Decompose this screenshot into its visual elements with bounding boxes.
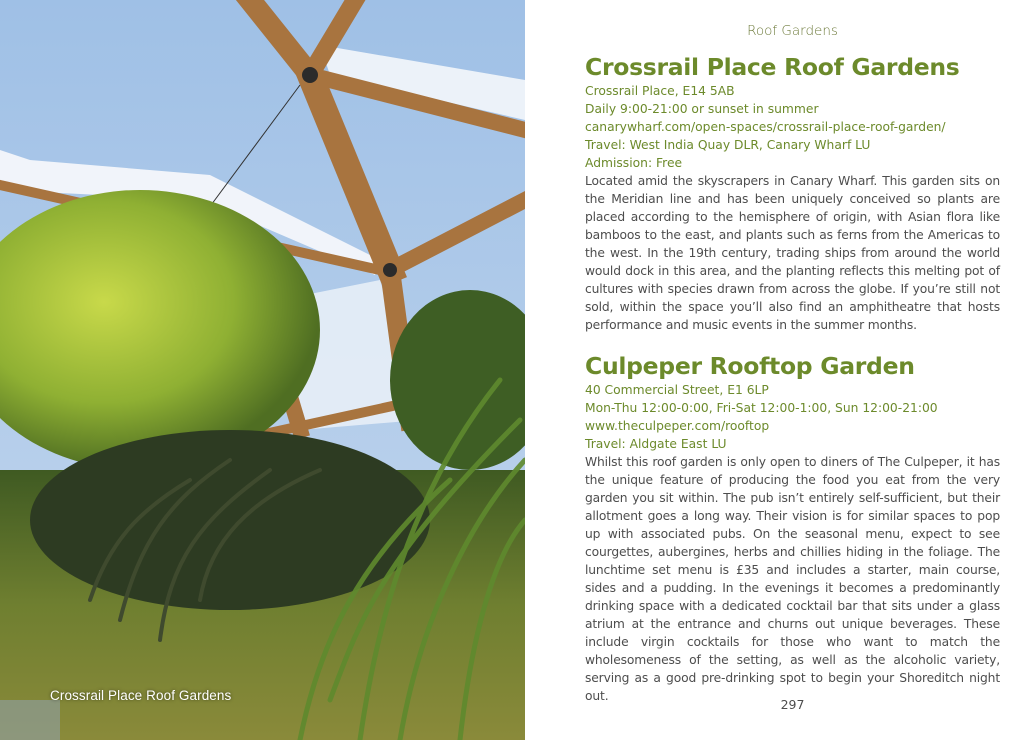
entry-culpeper [585, 351, 1000, 705]
entry-title: Culpeper Rooftop Garden [585, 352, 915, 380]
entry-address: 40 Commercial Street, E1 6LP [585, 383, 769, 397]
entry-admission: Admission: Free [585, 156, 683, 170]
entry-hours: Daily 9:00-21:00 or sunset in summer [585, 102, 819, 116]
page-number: 297 [780, 697, 805, 712]
entry-address: Crossrail Place, E14 5AB [585, 84, 735, 98]
entry-description: Located amid the skyscrapers in Canary Wharf. This garden sits on the Meridian line and has been uniquely conceived so plants are placed according to the hemisphere of origin, with Asian flora like bamboos to the east, and plants such as ferns from the Americas to the west. In the 19th century, trading ships from around the world would dock in this area, and the planting reflects this melting pot of cultures with species drawn from across the globe. If you’re still not sold, within the space you’ll also find an amphitheatre that hosts performance and music events in the summer months. [585, 174, 1000, 332]
running-head: Roof Gardens [747, 23, 838, 39]
photo-caption: Crossrail Place Roof Gardens [50, 688, 232, 703]
entry-hours: Mon-Thu 12:00-0:00, Fri-Sat 12:00-1:00, Sun 12:00-21:00 [585, 401, 938, 415]
entry-title: Crossrail Place Roof Gardens [585, 53, 960, 81]
entry-website: www.theculpeper.com/rooftop [585, 419, 770, 433]
entry-travel: Travel: West India Quay DLR, Canary Wharf LU [585, 138, 871, 152]
page-content [585, 52, 1000, 705]
entry-website: canarywharf.com/open-spaces/crossrail-place-roof-garden/ [585, 120, 946, 134]
text-page [525, 0, 1024, 740]
entry-travel: Travel: Aldgate East LU [585, 437, 727, 451]
entry-description: Whilst this roof garden is only open to diners of The Culpeper, it has the unique feature of producing the food you eat from the very garden you sit within. The pub isn’t entirely self-sufficient, but their allotment goes a long way. Their vision is for similar spaces to pop up with associated pubs. On the seasonal menu, expect to see courgettes, aubergines, herbs and chillies hiding in the foliage. The lunchtime set menu is £35 and includes a starter, main course, sides and a pudding. In the evenings it becomes a predominantly drinking space with a dedicated cocktail bar that sits under a glass atrium at the entrance and churns out unique beverages. These include virgin cocktails for those who want to match the wholesomeness of the setting, as well as the alcoholic variety, serving as a good pre-drinking spot to begin your Shoreditch night out. [585, 455, 1000, 703]
entry-crossrail-place [585, 52, 1000, 334]
